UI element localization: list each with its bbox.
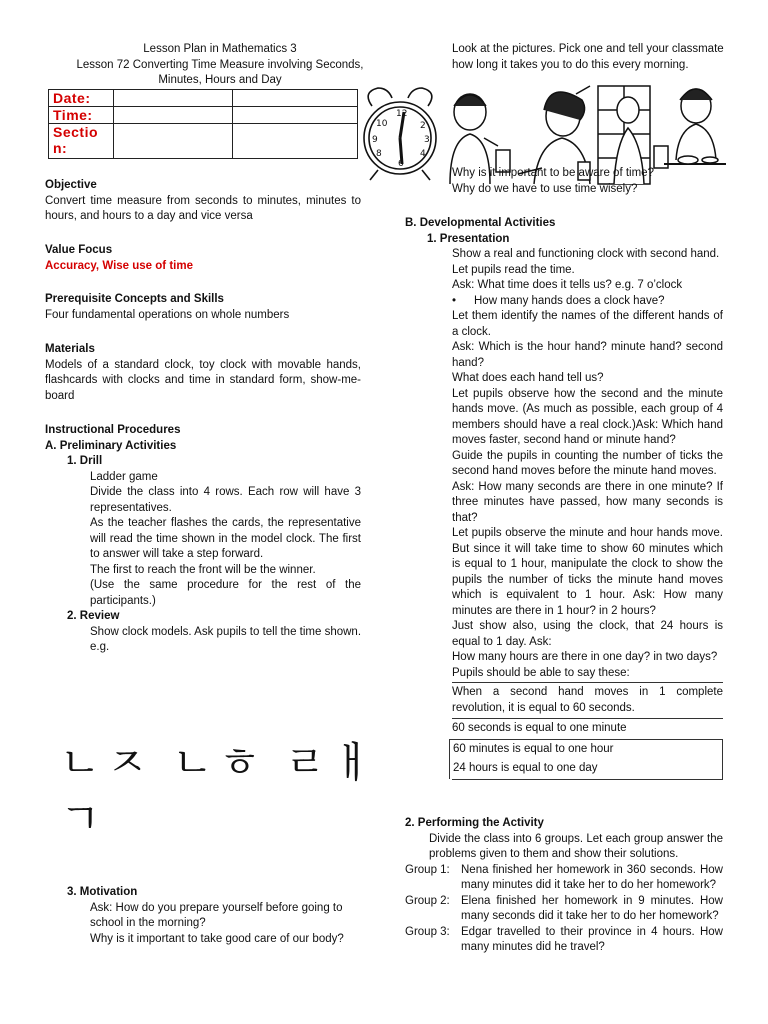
presentation-paragraph: Ask: How many seconds are there in one minute? If three minutes have passed, how many seconds is that?	[452, 480, 723, 524]
drill-title: 1. Drill	[67, 455, 103, 467]
presentation-line: Show a real and functioning clock with second hand.	[452, 248, 720, 260]
group-text: Nena finished her homework in 360 seconds. How many minutes did it take her to do her homework?	[461, 863, 723, 891]
header-line-1: Lesson Plan in Mathematics 3	[143, 43, 297, 55]
presentation-paragraph: Just show also, using the clock, that 24 hours is equal to 1 day. Ask:	[452, 620, 723, 648]
presentation-line: Let pupils read the time.	[452, 263, 575, 276]
summary-line: 24 hours is equal to one day	[453, 762, 598, 774]
review-text: Show clock models. Ask pupils to tell the time shown. e.g.	[90, 625, 362, 653]
presentation-paragraphs	[452, 309, 723, 681]
presentation-title: 1. Presentation	[427, 232, 510, 245]
group-text: Edgar travelled to their province in 4 hours. How many minutes did he travel?	[461, 925, 723, 953]
drill-line: The first to reach the front will be the winner.	[90, 563, 316, 576]
date-label: Date:	[49, 90, 114, 107]
drill-line: (Use the same procedure for the rest of the participants.)	[90, 579, 361, 607]
objective-title: Objective	[45, 179, 97, 191]
svg-text:12: 12	[396, 109, 408, 119]
question-2: Why do we have to use time wisely?	[452, 182, 638, 195]
drill-line: As the teacher flashes the cards, the representative will read the time shown in the model clock. The first to answer will take a step forward.	[90, 517, 361, 560]
clock-time-glyphs	[60, 735, 378, 847]
performing-text: Divide the class into 6 groups. Let each group answer the problems given to them and show their solutions.	[429, 832, 723, 860]
group-label: Group 1:	[405, 863, 450, 876]
presentation-paragraph: Let them identify the names of the different hands of a clock.	[452, 310, 723, 338]
lesson-header	[75, 42, 365, 89]
objective-section	[45, 178, 361, 225]
developmental-title: B. Developmental Activities	[405, 217, 556, 229]
section-label	[49, 124, 114, 159]
instruction-line-1: Look at the pictures. Pick one and tell your classmate	[452, 43, 724, 55]
preliminary-title: A. Preliminary Activities	[45, 439, 177, 452]
materials-text: Models of a standard clock, toy clock with movable hands, flashcards with clocks and time in standard form, show-me-board	[45, 358, 361, 402]
prerequisite-title: Prerequisite Concepts and Skills	[45, 293, 224, 305]
svg-text:2: 2	[420, 121, 426, 131]
boy-breakfast-icon	[664, 89, 726, 164]
time-cell-1	[114, 107, 233, 124]
group-problem	[405, 925, 723, 956]
look-pictures-instruction	[452, 42, 732, 73]
bullet-text: How many hands does a clock have?	[474, 294, 665, 307]
presentation-paragraph: What does each hand tell us?	[452, 372, 604, 384]
section-label-a: Sectio	[53, 124, 99, 140]
motivation-body	[45, 901, 361, 948]
prerequisite-section	[45, 292, 361, 323]
drill-body	[45, 470, 361, 610]
question-1: Why is it important to be aware of time?	[452, 167, 654, 179]
header-line-2: Lesson 72 Converting Time Measure involving Seconds,	[76, 58, 364, 71]
objective-text: Convert time measure from seconds to minutes, minutes to hours, and hours to a day and vice versa	[45, 194, 361, 222]
date-time-section-table	[48, 89, 358, 159]
glyphs-line-2: ㄱ	[60, 794, 107, 843]
drill-line: Ladder game	[90, 470, 158, 483]
date-cell-1	[114, 90, 233, 107]
group-text: Elena finished her homework in 9 minutes. How many seconds did it take her to do her homework?	[461, 894, 723, 922]
procedures-title: Instructional Procedures	[45, 424, 181, 436]
materials-title: Materials	[45, 343, 95, 355]
summary-line: When a second hand moves in 1 complete revolution, it is equal to 60 seconds.	[452, 683, 723, 719]
instruction-line-2: how long it takes you to do this every morning.	[452, 58, 689, 71]
group-label: Group 2:	[405, 894, 450, 907]
performing-title: 2. Performing the Activity	[405, 817, 544, 829]
time-awareness-questions	[452, 166, 732, 197]
svg-text:9: 9	[372, 135, 378, 145]
summary-line: 60 seconds is equal to one minute	[452, 722, 627, 734]
presentation-paragraph: How many hours are there in one day? in two days?	[452, 651, 718, 663]
value-focus-section	[45, 243, 361, 274]
svg-text:4: 4	[420, 149, 426, 159]
materials-section	[45, 342, 361, 404]
svg-text:8: 8	[376, 149, 382, 159]
presentation-paragraph: Let pupils observe how the second and the minute hands move. (As much as possible, each group of 4 members should have a real clock.)Ask: Which hand moves faster, second hand or minute hand?	[452, 387, 723, 446]
summary-line: 60 minutes is equal to one hour	[453, 742, 614, 755]
motivation-title: 3. Motivation	[67, 886, 138, 898]
presentation-paragraph: Ask: Which is the hour hand? minute hand? second hand?	[452, 341, 723, 369]
svg-text:3: 3	[424, 135, 430, 145]
time-cell-2	[233, 107, 358, 124]
presentation-paragraph: Pupils should be able to say these:	[452, 666, 630, 679]
group-problem	[405, 863, 723, 894]
section-cell-1	[114, 124, 233, 159]
procedures-section	[45, 423, 361, 656]
motivation-line: Ask: How do you prepare yourself before going to school in the morning?	[90, 901, 343, 929]
section-label-b: n:	[53, 140, 68, 156]
date-cell-2	[233, 90, 358, 107]
bullet-icon: •	[452, 294, 457, 307]
prerequisite-text: Four fundamental operations on whole numbers	[45, 308, 290, 321]
drill-line: Divide the class into 4 rows. Each row will have 3 representatives.	[90, 486, 361, 514]
summary-box	[452, 682, 723, 780]
presentation-body	[405, 247, 723, 780]
time-label: Time:	[49, 107, 114, 124]
section-cell-2	[233, 124, 358, 159]
presentation-paragraph: Let pupils observe the minute and hour hands move. But since it will take time to show 60 minutes which is equal to 1 hour, manipulate the clock to show the pupils the number of ticks the minute hand moves which is equivalent to 1 hour. Ask: How many minutes are there in 1 hour? in 2 hours?	[452, 527, 723, 617]
value-focus-title: Value Focus	[45, 244, 113, 256]
svg-text:6: 6	[398, 159, 404, 169]
bullet-item	[452, 294, 723, 310]
header-line-3: Minutes, Hours and Day	[158, 74, 282, 86]
summary-sub-box	[449, 739, 723, 779]
presentation-paragraph: Guide the pupils in counting the number of ticks the second hand moves before the minute hand moves.	[452, 449, 723, 477]
motivation-section	[45, 885, 361, 947]
group-label: Group 3:	[405, 925, 450, 938]
svg-text:10: 10	[376, 119, 388, 129]
presentation-line: Ask: What time does it tells us? e.g. 7 o’clock	[452, 279, 683, 291]
glyphs-line-1: ㄴㅈ ㄴㅎ ㄹㅐ	[60, 738, 379, 787]
motivation-line: Why is it important to take good care of our body?	[90, 932, 344, 945]
value-focus-text: Accuracy, Wise use of time	[45, 259, 193, 272]
developmental-section	[405, 216, 723, 780]
review-title: 2. Review	[67, 610, 120, 622]
performing-activity-section	[405, 816, 723, 956]
group-problem	[405, 894, 723, 925]
